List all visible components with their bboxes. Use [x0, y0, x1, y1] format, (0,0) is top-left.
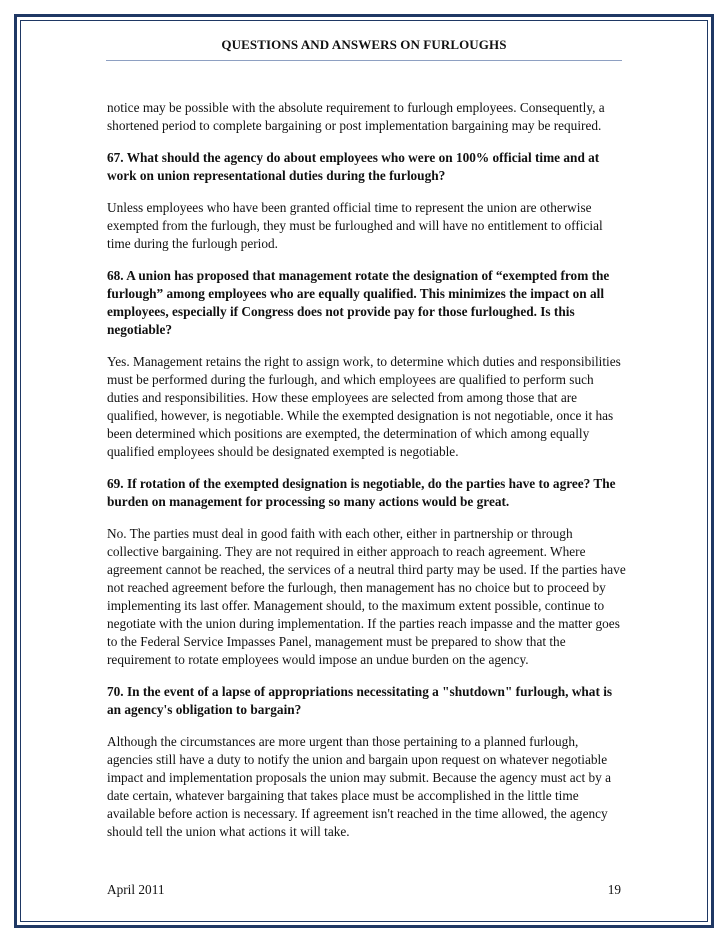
answer-paragraph: notice may be possible with the absolute requirement to furlough employees. Consequently, a shortened period to complete bargaining or post implementation bargaining may be required. [107, 100, 605, 133]
answer-67: Unless employees who have been granted official time to represent the union are otherwise exempted from the furlough, they must be furloughed and will have no entitlement to official time during the furlough period. [107, 200, 603, 251]
question-67: 67. What should the agency do about employees who were on 100% official time and at work on union representational duties during the furlough? [107, 150, 600, 183]
page-header-title: QUESTIONS AND ANSWERS ON FURLOUGHS [221, 37, 507, 52]
question-70: 70. In the event of a lapse of appropriations necessitating a "shutdown" furlough, what is an agency's obligation to bargain? [107, 684, 613, 717]
answer-69: No. The parties must deal in good faith with each other, either in partnership or through collective bargaining. They are not required in either approach to reach agreement. Where agreement cannot be reached, the services of a neutral third party may be used. If the parties have not reached agreement before the furlough, then management has no choice but to proceed by implementing its last offer. Management should, to the maximum extent possible, continue to negotiate with the union during implementation. If the parties reach impasse and the matter goes to the Federal Service Impasses Panel, management must be prepared to show that the requirement to rotate employees would impose an undue burden on the agency. [107, 526, 626, 667]
question-68: 68. A union has proposed that management rotate the designation of “exempted from the furlough” among employees who are equally qualified. This minimizes the impact on all employees, especially if Congress does not provide pay for those furloughed. Is this negotiable? [107, 268, 610, 337]
answer-70: Although the circumstances are more urgent than those pertaining to a planned furlough, agencies still have a duty to notify the union and bargain upon request on whatever negotiable impact and implementation proposals the union may submit. Because the agency must act by a date certain, whatever bargaining that takes place must be accomplished in the little time available before action is necessary. If agreement isn't reached in the time allowed, the agency should tell the union what actions it will take. [107, 734, 612, 839]
document-body [107, 99, 627, 855]
question-69: 69. If rotation of the exempted designation is negotiable, do the parties have to agree? The burden on management for processing so many actions would be great. [107, 476, 616, 509]
answer-68: Yes. Management retains the right to assign work, to determine which duties and responsibilities must be performed during the furlough, and which employees are qualified to perform such duties and responsibilities. How these employees are selected from among those that are qualified, however, is negotiable. While the exempted designation is not negotiable, once it has been determined which positions are exempted, the determination of which among equally qualified employees should be designated exempted is negotiable. [107, 354, 621, 459]
header-divider [106, 60, 622, 61]
footer-date: April 2011 [107, 882, 165, 897]
page-number: 19 [607, 882, 621, 897]
